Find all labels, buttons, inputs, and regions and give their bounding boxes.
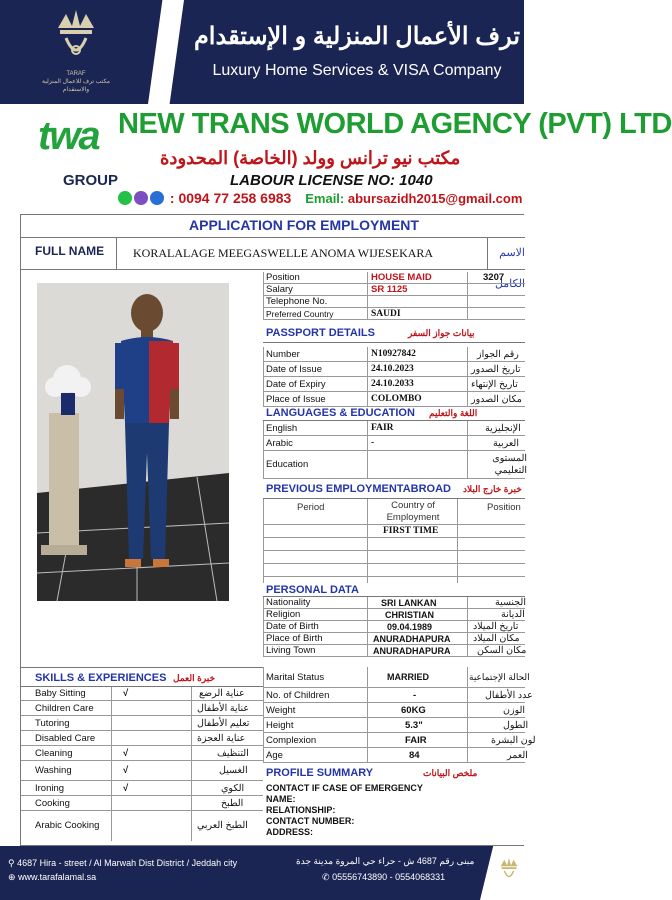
previous-employment-table <box>263 499 525 583</box>
weight-label: Weight <box>266 705 296 716</box>
baby-sitting-label: Baby Sitting <box>35 688 86 699</box>
dob-arabic: تاريخ الميلاد <box>473 621 519 632</box>
profile-summary-title-text: PROFILE SUMMARY <box>266 767 374 779</box>
application-form <box>20 214 536 846</box>
skill-row <box>21 796 263 811</box>
tutoring-label: Tutoring <box>35 718 70 729</box>
country-column: Country of Employment <box>386 500 440 523</box>
passport-row <box>263 362 525 377</box>
profile-summary-title-arabic: ملخص البيانات <box>423 768 478 778</box>
complexion-arabic: لون البشرة <box>491 735 536 746</box>
passport-number-label: Number <box>266 349 300 360</box>
agency-phone: : 0094 77 258 6983 <box>169 190 292 206</box>
personal-data-title: PERSONAL DATA <box>263 583 525 597</box>
personal-row <box>263 633 525 645</box>
full-name-label: FULL NAME <box>21 238 117 269</box>
personal-row <box>263 621 525 633</box>
education-label: Education <box>266 459 309 470</box>
skill-row <box>21 687 263 701</box>
passport-rows <box>263 347 525 407</box>
profile-summary-section <box>263 765 525 838</box>
passport-title-arabic: بيانات جواز السفر <box>408 328 475 338</box>
form-title: APPLICATION FOR EMPLOYMENT <box>189 217 419 233</box>
marital-status-arabic: الحالة الإجتماعية <box>469 672 530 682</box>
skills-title <box>21 667 263 687</box>
birthplace-label: Place of Birth <box>266 633 323 644</box>
labour-license: LABOUR LICENSE NO: 1040 <box>230 172 433 189</box>
english-value: FAIR <box>371 423 394 433</box>
passport-title-text: PASSPORT DETAILS <box>266 327 375 339</box>
skill-row <box>21 781 263 796</box>
children-care-arabic: عناية الأطفال <box>197 703 250 714</box>
complexion-label: Complexion <box>266 735 317 746</box>
previous-employment-row <box>263 538 525 551</box>
arabic-cooking-arabic: الطبخ العربي <box>197 820 248 831</box>
job-row <box>263 308 525 320</box>
personal-row <box>263 609 525 621</box>
footer-address <box>8 858 237 869</box>
emergency-name: NAME: <box>266 794 296 804</box>
tutoring-arabic: تعليم الأطفال <box>197 718 250 729</box>
physical-row <box>263 718 529 733</box>
position-value: HOUSE MAID <box>371 272 432 283</box>
physical-data-section <box>263 667 536 763</box>
age-value: 84 <box>409 750 420 761</box>
height-arabic: الطول <box>503 720 529 731</box>
agency-logo <box>38 114 118 204</box>
agency-header <box>30 108 672 216</box>
age-arabic: العمر <box>507 750 528 761</box>
personal-data-section <box>263 583 525 657</box>
religion-label: Religion <box>266 609 301 620</box>
languages-rows <box>263 421 525 479</box>
baby-sitting-check: √ <box>123 688 129 699</box>
job-row <box>263 272 525 284</box>
languages-title-arabic: اللغة والتعليم <box>429 408 478 418</box>
language-row <box>263 436 525 451</box>
position-column: Position <box>487 502 521 513</box>
skill-row <box>21 731 263 746</box>
religion-arabic: الديانة <box>501 609 525 620</box>
expiry-date-label: Date of Expiry <box>266 379 326 390</box>
globe-icon: ⊕ <box>8 872 16 882</box>
physical-row <box>263 703 525 718</box>
education-row <box>263 451 525 479</box>
weight-value: 60KG <box>401 705 426 716</box>
english-label: English <box>266 423 298 434</box>
footer <box>0 846 524 900</box>
height-value: 5.3" <box>405 720 423 731</box>
preferred-country-label: Preferred Country <box>266 309 334 319</box>
personal-row <box>263 597 525 609</box>
passport-title <box>263 323 525 343</box>
email-label: Email: <box>305 191 345 206</box>
salary-value: SR 1125 <box>371 284 408 295</box>
header-banner <box>0 0 524 104</box>
footer-website-text[interactable]: www.tarafalamal.sa <box>18 872 97 882</box>
washing-check: √ <box>123 765 129 776</box>
languages-title <box>263 405 525 421</box>
washing-arabic: الغسيل <box>219 765 248 776</box>
nationality-label: Nationality <box>266 597 311 608</box>
height-label: Height <box>266 720 294 731</box>
skill-row <box>21 701 263 716</box>
position-code: 3207 <box>483 272 505 283</box>
footer-logo <box>480 846 524 900</box>
logo-text: twa <box>38 114 99 158</box>
washing-label: Washing <box>35 765 72 776</box>
viber-icon <box>134 191 148 205</box>
cleaning-check: √ <box>123 748 129 759</box>
salary-label: Salary <box>266 284 293 295</box>
emergency-relationship: RELATIONSHIP: <box>266 805 336 815</box>
personal-rows <box>263 597 525 657</box>
previous-employment-row <box>263 564 525 577</box>
emergency-contact-number: CONTACT NUMBER: <box>266 816 355 826</box>
location-pin-icon: ⚲ <box>8 858 15 868</box>
passport-row <box>263 377 525 392</box>
previous-employment-row <box>263 551 525 564</box>
footer-address-text: 4687 Hira - street / Al Marwah Dist District / Jeddah city <box>17 858 238 868</box>
skill-row <box>21 761 263 781</box>
crown-footer-icon <box>496 854 522 886</box>
english-arabic: الإنجليزية <box>485 423 521 434</box>
passport-number-arabic: رقم الجواز <box>477 349 519 360</box>
job-row <box>263 296 525 308</box>
physical-rows <box>263 667 536 763</box>
phone-icon: ✆ <box>322 872 330 882</box>
children-label: No. of Children <box>266 690 330 701</box>
imo-icon <box>150 191 164 205</box>
birthplace-arabic: مكان الميلاد <box>473 633 520 644</box>
logo-subtitle <box>30 70 122 94</box>
applicant-photo <box>37 283 229 601</box>
skills-rows <box>21 687 263 841</box>
disabled-care-arabic: عناية العجزة <box>197 733 246 744</box>
nationality-arabic: الجنسية <box>495 597 526 608</box>
previous-employment-title-text: PREVIOUS EMPLOYMENTABROAD <box>266 483 451 495</box>
arabic-arabic: العربية <box>493 438 519 449</box>
previous-employment-header <box>263 499 525 525</box>
passport-number-value: N10927842 <box>371 349 416 359</box>
living-town-label: Living Town <box>266 645 316 656</box>
birthplace-value: ANURADHAPURA <box>373 634 451 644</box>
previous-employment-title <box>263 479 525 499</box>
skill-row <box>21 811 263 841</box>
skills-title-text: SKILLS & EXPERIENCES <box>35 672 167 684</box>
passport-section <box>263 323 525 407</box>
full-name-arabic: الاسم الكامل <box>487 238 525 269</box>
dob-value: 09.04.1989 <box>387 622 433 632</box>
footer-phones <box>322 872 445 883</box>
cooking-label: Cooking <box>35 798 70 809</box>
physical-row <box>263 688 533 703</box>
footer-phones-text: 05556743890 - 0554068331 <box>332 872 446 882</box>
disabled-care-label: Disabled Care <box>35 733 96 744</box>
ironing-label: Ironing <box>35 783 65 794</box>
logo-arabic: مكتب ترف للاعمال المنزلية والاستقدام <box>41 79 110 93</box>
physical-row <box>263 748 528 763</box>
agency-arabic-name: مكتب نيو ترانس وولد (الخاصة) المحدودة <box>160 148 461 168</box>
age-label: Age <box>266 750 283 761</box>
preferred-country-value: SAUDI <box>371 309 401 319</box>
baby-sitting-arabic: عناية الرضع <box>199 688 245 699</box>
children-value: - <box>413 690 417 701</box>
previous-employment-row <box>263 525 525 538</box>
cooking-arabic: الطبخ <box>221 798 244 809</box>
cleaning-arabic: التنظيف <box>217 748 249 759</box>
physical-row <box>263 667 530 688</box>
previous-employment-section <box>263 479 525 583</box>
children-care-label: Children Care <box>35 703 94 714</box>
living-town-arabic: مكان السكن <box>477 645 527 656</box>
header-stripe <box>148 0 184 104</box>
english-company-title: Luxury Home Services & VISA Company <box>212 62 502 79</box>
expiry-date-value: 24.10.2033 <box>371 379 414 389</box>
arabic-value: - <box>371 438 375 448</box>
agency-name: NEW TRANS WORLD AGENCY (PVT) LTD <box>118 108 672 140</box>
issue-place-value: COLOMBO <box>371 394 422 404</box>
dob-label: Date of Birth <box>266 621 319 632</box>
living-town-value: ANURADHAPURA <box>373 646 451 656</box>
issue-date-value: 24.10.2023 <box>371 364 414 374</box>
weight-arabic: الوزن <box>503 705 526 716</box>
footer-website[interactable] <box>8 872 96 883</box>
languages-title-text: LANGUAGES & EDUCATION <box>266 407 415 419</box>
skills-section <box>21 667 263 841</box>
profile-summary-title <box>263 765 525 781</box>
arabic-label: Arabic <box>266 438 293 449</box>
marital-status-value: MARRIED <box>387 672 429 682</box>
issue-place-arabic: مكان الصدور <box>471 394 522 405</box>
language-row <box>263 421 525 436</box>
job-row <box>263 284 525 296</box>
agency-email: abursazidh2015@gmail.com <box>347 191 523 206</box>
physical-row <box>263 733 536 748</box>
issue-place-label: Place of Issue <box>266 394 326 405</box>
cleaning-label: Cleaning <box>35 748 73 759</box>
arabic-company-title: ترف الأعمال المنزلية و الإستقدام <box>193 23 521 50</box>
job-details <box>263 272 525 320</box>
emergency-address: ADDRESS: <box>266 827 314 837</box>
children-arabic: عدد الأطفال <box>485 690 533 701</box>
agency-contact <box>118 190 522 206</box>
whatsapp-icon <box>118 191 132 205</box>
ironing-arabic: الكوي <box>221 783 245 794</box>
logo-group-text: GROUP <box>62 172 118 189</box>
skills-title-arabic: خبرة العمل <box>173 673 216 683</box>
education-arabic: المستوى التعليمي <box>492 453 527 476</box>
religion-value: CHRISTIAN <box>385 610 434 620</box>
complexion-value: FAIR <box>405 735 427 746</box>
issue-date-arabic: تاريخ الصدور <box>471 364 521 375</box>
marital-status-label: Marital Status <box>266 672 325 683</box>
ironing-check: √ <box>123 783 129 794</box>
personal-row <box>263 645 525 657</box>
telephone-label: Telephone No. <box>266 296 328 307</box>
brand-letters: TARAF <box>66 71 86 77</box>
passport-row <box>263 347 525 362</box>
period-column: Period <box>297 502 325 513</box>
footer-arabic-address: مبنى رقم 4687 ش - حراء حي المروة مدينة جدة <box>296 856 475 866</box>
full-name-value: KORALALAGE MEEGASWELLE ANOMA WIJESEKARA <box>133 246 434 260</box>
issue-date-label: Date of Issue <box>266 364 322 375</box>
crown-logo-icon <box>48 6 104 66</box>
languages-section <box>263 405 525 479</box>
position-label: Position <box>266 272 300 283</box>
emergency-heading: CONTACT IF CASE OF EMERGENCY <box>266 783 423 793</box>
first-time-value: FIRST TIME <box>383 526 439 536</box>
emergency-contact <box>263 781 525 838</box>
skill-row <box>21 746 263 761</box>
nationality-value: SRI LANKAN <box>381 598 437 608</box>
previous-employment-title-arabic: خبرة خارج البلاد <box>463 484 522 494</box>
arabic-cooking-label: Arabic Cooking <box>35 820 100 831</box>
expiry-date-arabic: تاريخ الإنتهاء <box>471 379 518 390</box>
skill-row <box>21 716 263 731</box>
